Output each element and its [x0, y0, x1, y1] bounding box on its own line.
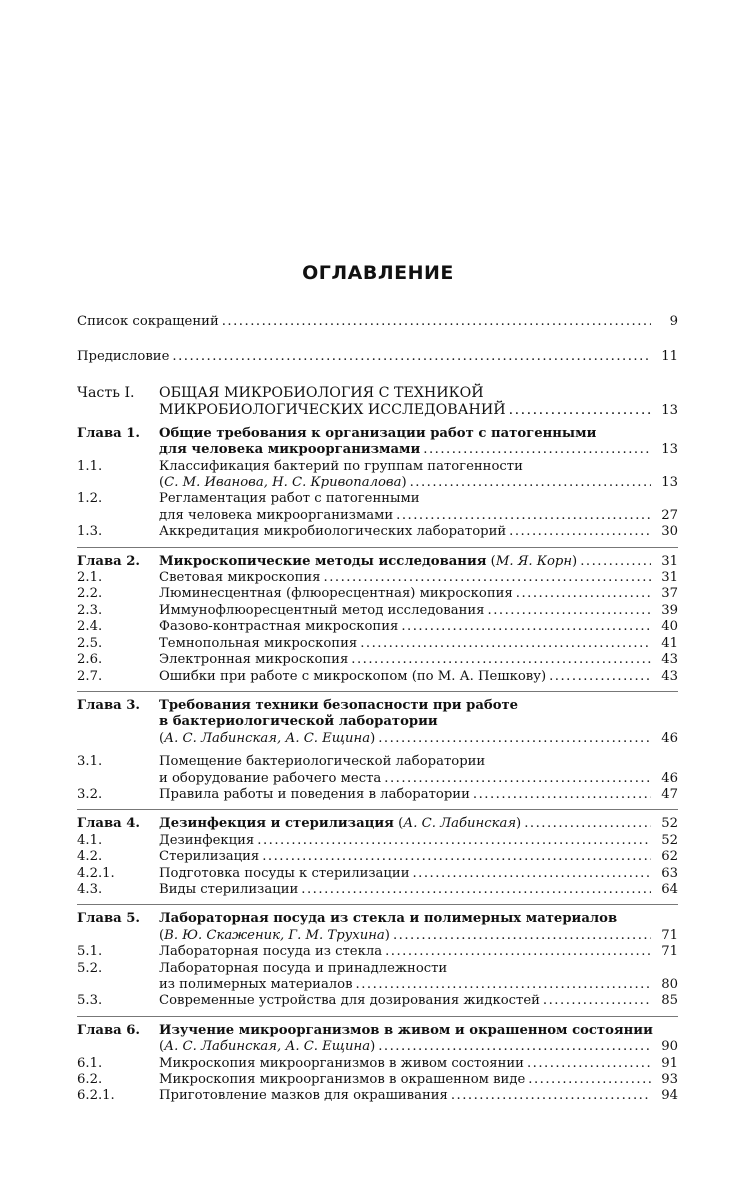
toc-entry-chapter — [77, 1016, 678, 1056]
toc-entry-number: Глава 2. — [77, 553, 141, 569]
toc-entry-number: 1.1. — [77, 458, 103, 474]
toc-entry — [77, 993, 678, 1009]
toc-entry-number: 1.2. — [77, 491, 103, 507]
toc-entry-authors: (В. Ю. Скаженик, Г. М. Трухина) — [159, 927, 390, 943]
toc-entry — [77, 882, 678, 898]
toc-page-number: 64 — [661, 881, 678, 897]
toc-entry-title: Дезинфекция и стерилизация — [159, 816, 394, 832]
leader-dots — [301, 882, 651, 898]
toc-entry-title: Помещение бактериологической лаборатории — [159, 754, 486, 770]
leader-dots — [516, 586, 651, 602]
leader-dots — [396, 508, 651, 524]
toc-entry-chapter: Глава 2. Микроскопические методы исследования ( М. Я. Корн ) ..... 31 — [77, 547, 678, 570]
toc-entry — [77, 524, 678, 540]
toc-entry — [77, 636, 678, 652]
toc-page-number: 31 — [661, 553, 678, 569]
leader-dots — [356, 977, 651, 993]
toc-entry-title: Изучение микроорганизмов в живом и окрашенном состоянии — [159, 1022, 653, 1038]
toc-entry-title: Правила работы и поведения в лаборатории — [159, 786, 470, 802]
toc-page-number: 13 — [661, 402, 678, 418]
toc-entry-title: Стерилизация — [159, 849, 260, 865]
toc-page-number: 41 — [661, 635, 678, 651]
toc-entry-title: Микроскопия микроорганизмов в окрашенном виде — [159, 1072, 526, 1088]
leader-dots — [527, 1056, 651, 1072]
leader-dots — [410, 475, 651, 491]
toc-entry-number: 4.2. — [77, 849, 103, 865]
toc-page-number: 90 — [661, 1039, 678, 1055]
leader-dots — [324, 570, 652, 586]
toc-entry — [77, 652, 678, 668]
toc-entry-title: Электронная микроскопия — [159, 652, 349, 668]
toc-page-number: 47 — [661, 786, 678, 802]
toc-entry-number: 2.6. — [77, 652, 103, 668]
author-names: В. Ю. Скаженик, Г. М. Трухина — [164, 927, 385, 943]
toc-entry — [77, 619, 678, 635]
toc-entry-authors: А. С. Лабинская — [403, 816, 517, 832]
toc-entry — [77, 669, 678, 685]
toc-page-number: 52 — [661, 816, 678, 832]
toc-page-number: 11 — [661, 349, 678, 365]
toc-page-number: 62 — [661, 849, 678, 865]
toc-entry — [77, 833, 678, 849]
toc-entry — [77, 459, 678, 492]
toc-page-number: 13 — [661, 442, 678, 458]
toc-entry-number: 5.3. — [77, 993, 103, 1009]
toc-entry-title: Лабораторная посуда из стекла и полимерных материалов — [159, 911, 618, 927]
toc-entry-title: в бактериологической лаборатории — [159, 714, 438, 730]
toc-page-number: 63 — [661, 865, 678, 881]
toc-entry-authors: (А. С. Лабинская, А. С. Ещина) — [159, 730, 376, 746]
toc-entry — [77, 754, 678, 787]
leader-dots — [378, 1039, 651, 1055]
leader-dots — [473, 787, 651, 803]
toc-entry-number: 6.2. — [77, 1072, 103, 1088]
leader-dots — [351, 652, 651, 668]
toc-entry-chapter — [77, 904, 678, 944]
toc-entry-number: 2.3. — [77, 602, 103, 618]
toc-entry-title: Требования техники безопасности при работе — [159, 697, 519, 713]
toc-entry-authors: (А. С. Лабинская, А. С. Ещина) — [159, 1039, 376, 1055]
leader-dots — [412, 866, 651, 882]
toc-page-number: 30 — [661, 524, 678, 540]
author-names: А. С. Лабинская, А. С. Ещина — [164, 730, 371, 746]
toc-entry-title: Дезинфекция — [159, 832, 255, 848]
toc-entry-number: 2.1. — [77, 570, 103, 586]
toc-entry — [77, 961, 678, 994]
toc-entry-number: 6.1. — [77, 1055, 103, 1071]
toc-entry-number: 2.7. — [77, 668, 103, 684]
toc-entry-number: 6.2.1. — [77, 1088, 115, 1104]
leader-dots — [451, 1088, 651, 1104]
toc-entry-number: Глава 3. — [77, 697, 141, 713]
toc-page-number: 94 — [661, 1088, 678, 1104]
leader-dots — [549, 669, 651, 685]
toc-page-number: 71 — [661, 944, 678, 960]
toc-entry-title: для человека микроорганизмами — [159, 507, 394, 523]
toc-entry — [77, 603, 678, 619]
leader-dots — [378, 731, 651, 747]
toc-entry-chapter — [77, 691, 678, 747]
toc-entry-title: и оборудование рабочего места — [159, 770, 382, 786]
toc-entry-number: 5.1. — [77, 944, 103, 960]
leader-dots — [580, 554, 651, 570]
leader-dots — [543, 993, 651, 1009]
toc-entry-title: ОБЩАЯ МИКРОБИОЛОГИЯ С ТЕХНИКОЙ — [159, 384, 484, 401]
toc-entry — [77, 314, 678, 330]
toc-entry-number: Глава 5. — [77, 911, 141, 927]
toc-entry — [77, 1056, 678, 1072]
toc-page-number: 85 — [661, 993, 678, 1009]
toc-entry-title: Иммунофлюоресцентный метод исследования — [159, 602, 485, 618]
toc-page-number: 46 — [661, 770, 678, 786]
toc-entry-title: Темнопольная микроскопия — [159, 635, 358, 651]
toc-entry-title: Классификация бактерий по группам патогенности — [159, 458, 523, 474]
toc-entry-title: Микроскопия микроорганизмов в живом состоянии — [159, 1055, 524, 1071]
toc-page-number: 71 — [661, 927, 678, 943]
toc-entry-chapter: Глава 4. Дезинфекция и стерилизация ( А. С. Лабинская ) ..... 52 — [77, 809, 678, 832]
author-names: А. С. Лабинская, А. С. Ещина — [164, 1039, 371, 1055]
toc-entry-title: Ошибки при работе с микроскопом (по М. А. Пешкову) — [159, 668, 547, 684]
toc-page-number: 91 — [661, 1055, 678, 1071]
toc-entry-number: Часть I. — [77, 384, 135, 401]
toc-entry-title: Фазово-контрастная микроскопия — [159, 619, 399, 635]
toc-entry-number: 4.1. — [77, 832, 103, 848]
leader-dots — [172, 349, 651, 365]
leader-dots — [528, 1072, 651, 1088]
toc-entry-title: Лабораторная посуда из стекла — [159, 944, 383, 960]
toc-entry-number: 3.2. — [77, 786, 103, 802]
toc-entry — [77, 1072, 678, 1088]
toc-entry-number: 5.2. — [77, 960, 103, 976]
toc-entry-title: Регламентация работ с патогенными — [159, 491, 420, 507]
leader-dots — [509, 524, 651, 540]
toc-entry-authors: (С. М. Иванова, Н. С. Кривопалова) — [159, 475, 407, 491]
toc-entry-title: Лабораторная посуда и принадлежности — [159, 960, 448, 976]
toc-page-number: 27 — [661, 507, 678, 523]
toc-entry-number: 4.3. — [77, 881, 103, 897]
toc-entry-title: Приготовление мазков для окрашивания — [159, 1088, 448, 1104]
leader-dots — [524, 816, 651, 832]
leader-dots — [423, 442, 651, 458]
toc-page-number: 46 — [661, 730, 678, 746]
toc-page-number: 31 — [661, 570, 678, 586]
toc-entry-title: Световая микроскопия — [159, 570, 321, 586]
toc-entry-chapter — [77, 426, 678, 459]
toc-entry-number: 1.3. — [77, 524, 103, 540]
toc-entry-title: для человека микроорганизмами — [159, 442, 421, 458]
toc-page-number: 37 — [661, 586, 678, 602]
toc-entry-number: 3.1. — [77, 754, 103, 770]
toc-entry-number: 2.4. — [77, 619, 103, 635]
toc-entry — [77, 570, 678, 586]
toc-entry-authors: М. Я. Корн — [495, 553, 573, 569]
toc-page-number: 80 — [661, 977, 678, 992]
toc-page-number: 52 — [661, 832, 678, 848]
leader-dots — [222, 314, 651, 330]
toc-entry — [77, 787, 678, 803]
toc-page-number: 93 — [661, 1072, 678, 1088]
toc-entry — [77, 866, 678, 882]
toc-entry — [77, 349, 678, 365]
toc-entry-number: 2.2. — [77, 586, 103, 602]
toc-entry-title: Современные устройства для дозирования жидкостей — [159, 993, 540, 1009]
table-of-contents — [77, 314, 678, 1105]
leader-dots — [360, 636, 651, 652]
toc-entry-title: Общие требования к организации работ с патогенными — [159, 425, 597, 441]
leader-dots — [384, 771, 651, 787]
author-names: С. М. Иванова, Н. С. Кривопалова — [164, 475, 402, 491]
leader-dots — [488, 603, 652, 619]
toc-entry-part — [77, 385, 678, 419]
toc-entry — [77, 586, 678, 602]
toc-page-number: 39 — [661, 602, 678, 618]
toc-page-number: 13 — [661, 475, 678, 491]
toc-entry-title: из полимерных материалов — [159, 977, 353, 992]
toc-entry — [77, 1088, 678, 1104]
toc-entry-title: Микроскопические методы исследования — [159, 553, 487, 569]
toc-page-number: 43 — [661, 652, 678, 668]
toc-entry-title: Подготовка посуды к стерилизации — [159, 865, 410, 881]
toc-entry-title: Люминесцентная (флюоресцентная) микроскопия — [159, 586, 513, 602]
leader-dots — [401, 619, 651, 635]
toc-entry-number: 2.5. — [77, 635, 103, 651]
toc-entry-number: 4.2.1. — [77, 865, 115, 881]
toc-entry — [77, 491, 678, 524]
toc-entry-title: Список сокращений — [77, 314, 219, 329]
toc-page-number: 9 — [669, 314, 678, 329]
toc-page-number: 40 — [661, 619, 678, 635]
toc-page-number: 43 — [661, 668, 678, 684]
leader-dots — [262, 849, 651, 865]
leader-dots — [509, 402, 651, 419]
leader-dots — [385, 944, 651, 960]
toc-entry-title: Аккредитация микробиологических лабораторий — [159, 524, 507, 540]
leader-dots — [393, 928, 651, 944]
toc-entry-title: Предисловие — [77, 349, 170, 365]
toc-entry — [77, 944, 678, 960]
page-title: ОГЛАВЛЕНИЕ — [302, 262, 454, 284]
toc-entry — [77, 849, 678, 865]
toc-entry-number: Глава 4. — [77, 816, 141, 832]
toc-entry-number: Глава 6. — [77, 1022, 141, 1038]
leader-dots — [257, 833, 651, 849]
toc-entry-title: МИКРОБИОЛОГИЧЕСКИХ ИССЛЕДОВАНИЙ — [159, 401, 506, 418]
toc-entry-number: Глава 1. — [77, 425, 141, 441]
toc-entry-title: Виды стерилизации — [159, 881, 299, 897]
